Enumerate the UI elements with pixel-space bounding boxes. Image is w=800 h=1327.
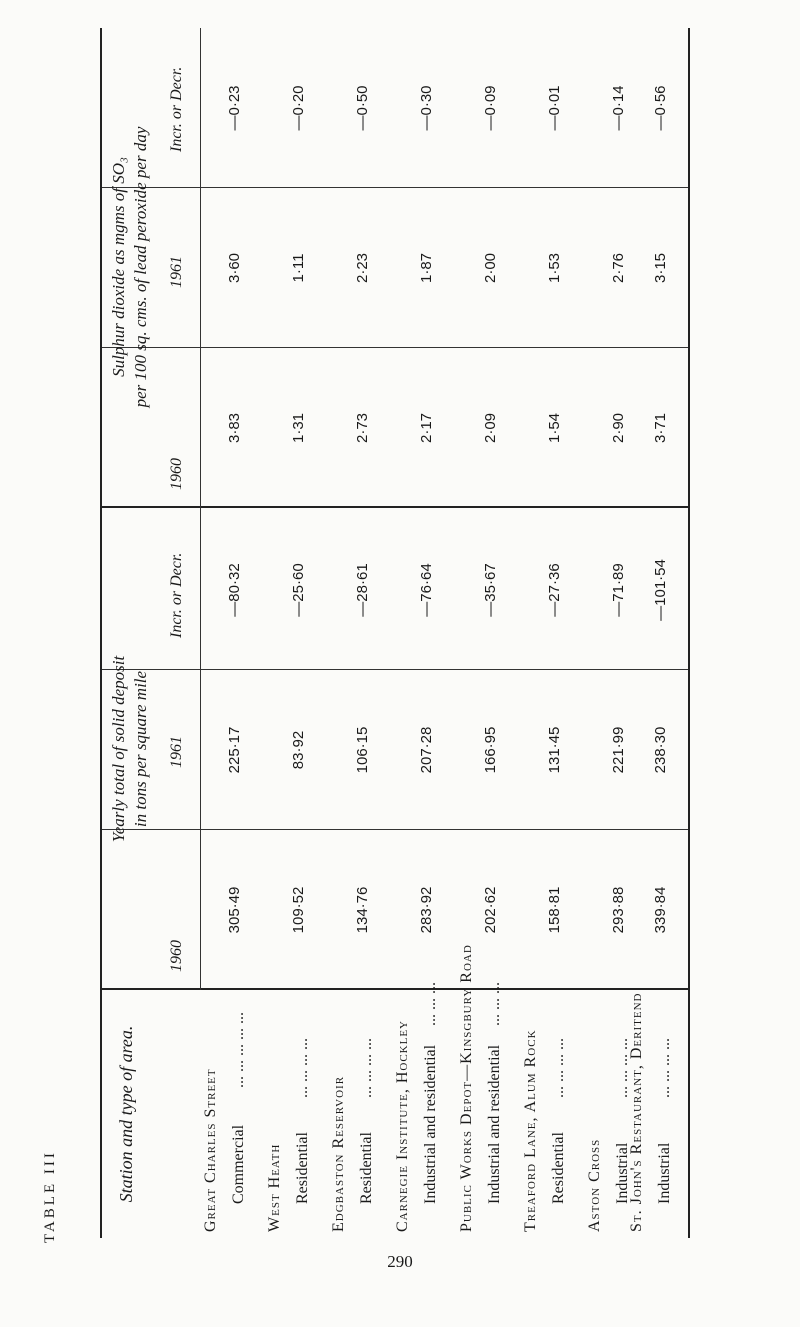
deposit-change: —28·61 (354, 563, 371, 617)
station-header-text: Station and type of area. (116, 1025, 136, 1203)
so2-1961: 1·53 (546, 252, 563, 284)
deposit-1961: 131·45 (546, 726, 563, 774)
station-name: Public Works Depot—Kinsgbury Road (458, 944, 475, 1232)
so2-1961: 3·60 (226, 252, 243, 284)
deposit-1961: 106·15 (354, 726, 371, 774)
leader-dots: ... ... ... ... ... (230, 1012, 247, 1088)
table-row (520, 28, 584, 1238)
deposit-1961: 221·99 (610, 726, 627, 774)
so2-change: —0·20 (290, 85, 307, 131)
so2-1961: 1·11 (290, 253, 307, 283)
so2-change: —0·14 (610, 85, 627, 131)
leader-dots: ... ... ... (486, 982, 503, 1026)
deposit-1961: 225·17 (226, 726, 243, 774)
so2-col-change: Incr. or Decr. (168, 66, 185, 152)
area-type: Industrial and residential (486, 1044, 503, 1204)
deposit-change: —35·67 (482, 563, 499, 617)
table-row (392, 28, 456, 1238)
table-grid (100, 28, 690, 1238)
leader-dots: ... ... ... ... (614, 1038, 631, 1098)
so2-1960: 3·83 (226, 412, 243, 444)
deposit-1960: 283·92 (418, 886, 435, 934)
so2-group-header (108, 36, 152, 498)
data-table (100, 28, 690, 1238)
deposit-1960: 109·52 (290, 886, 307, 934)
leader-dots: ... ... ... (422, 982, 439, 1026)
station-name: Aston Cross (586, 1138, 603, 1232)
so2-change: —0·50 (354, 85, 371, 131)
deposit-change: —76·64 (418, 563, 435, 617)
deposit-1961: 83·92 (290, 730, 307, 770)
leader-dots: ... ... ... ... (656, 1038, 673, 1098)
deposit-col-change: Incr. or Decr. (168, 552, 185, 638)
area-type: Residential (294, 1132, 311, 1204)
deposit-change: —71·89 (610, 563, 627, 617)
so2-heading-line2: per 100 sq. cms. of lead peroxide per day (131, 126, 150, 408)
so2-1960: 2·17 (418, 412, 435, 444)
leader-dots: ... ... ... ... (294, 1038, 311, 1098)
deposit-heading-line2: in tons per square mile (131, 670, 150, 828)
deposit-1960: 339·84 (652, 886, 669, 934)
table-row (264, 28, 328, 1238)
station-name: Great Charles Street (202, 1068, 219, 1232)
station-column-header (114, 990, 138, 1238)
deposit-change: —25·60 (290, 563, 307, 617)
so2-change: —0·09 (482, 85, 499, 131)
deposit-change: —101·54 (652, 559, 669, 621)
so2-change: —0·56 (652, 85, 669, 131)
leader-dots: ... ... ... ... (358, 1038, 375, 1098)
so2-change: —0·30 (418, 85, 435, 131)
so2-1961: 2·23 (354, 252, 371, 284)
station-name: Carnegie Institute, Hockley (394, 1020, 411, 1232)
deposit-1960: 134·76 (354, 886, 371, 934)
so2-1960: 1·31 (290, 412, 307, 444)
area-type: Residential (358, 1132, 375, 1204)
so2-col-1960: 1960 (168, 458, 185, 490)
deposit-change: —80·32 (226, 563, 243, 617)
page-number: 290 (387, 1252, 413, 1271)
deposit-1961: 207·28 (418, 726, 435, 774)
so2-1961: 2·76 (610, 252, 627, 284)
station-name: Edgbaston Reservoir (330, 1075, 347, 1232)
area-type: Industrial and residential (422, 1044, 439, 1204)
so2-1960: 3·71 (652, 412, 669, 444)
deposit-col-1960: 1960 (168, 940, 185, 972)
page-title: TABLE III (42, 1150, 58, 1243)
deposit-change: —27·36 (546, 563, 563, 617)
deposit-1960: 305·49 (226, 886, 243, 934)
area-type: Industrial (656, 1142, 673, 1204)
so2-change: —0·23 (226, 85, 243, 131)
leader-dots: ... ... ... ... (550, 1038, 567, 1098)
area-type: Industrial (614, 1142, 631, 1204)
deposit-1960: 202·62 (482, 886, 499, 934)
station-name: St. John's Restaurant, Deritend (628, 992, 645, 1232)
station-name: West Heath (266, 1143, 283, 1232)
deposit-heading-line1: Yearly total of solid deposit (109, 655, 128, 843)
deposit-1960: 158·81 (546, 886, 563, 934)
so2-1960: 1·54 (546, 412, 563, 444)
area-type: Commercial (230, 1124, 247, 1204)
so2-change: —0·01 (546, 85, 563, 131)
table-row (456, 28, 520, 1238)
so2-1960: 2·73 (354, 412, 371, 444)
table-row (200, 28, 264, 1238)
so2-1961: 1·87 (418, 252, 435, 284)
so2-heading-line1: Sulphur dioxide as mgms of SO₃ (109, 157, 128, 377)
station-name: Treaford Lane, Alum Rock (522, 1029, 539, 1232)
so2-1961: 2·00 (482, 252, 499, 284)
area-type: Residential (550, 1132, 567, 1204)
so2-1960: 2·09 (482, 412, 499, 444)
deposit-1960: 293·88 (610, 886, 627, 934)
so2-1960: 2·90 (610, 412, 627, 444)
deposit-group-header (108, 518, 152, 980)
table-row (328, 28, 392, 1238)
so2-1961: 3·15 (652, 252, 669, 284)
deposit-1961: 166·95 (482, 726, 499, 774)
table-row (626, 28, 690, 1238)
deposit-1961: 238·30 (652, 726, 669, 774)
so2-col-1961: 1961 (168, 256, 185, 288)
deposit-col-1961: 1961 (168, 736, 185, 768)
